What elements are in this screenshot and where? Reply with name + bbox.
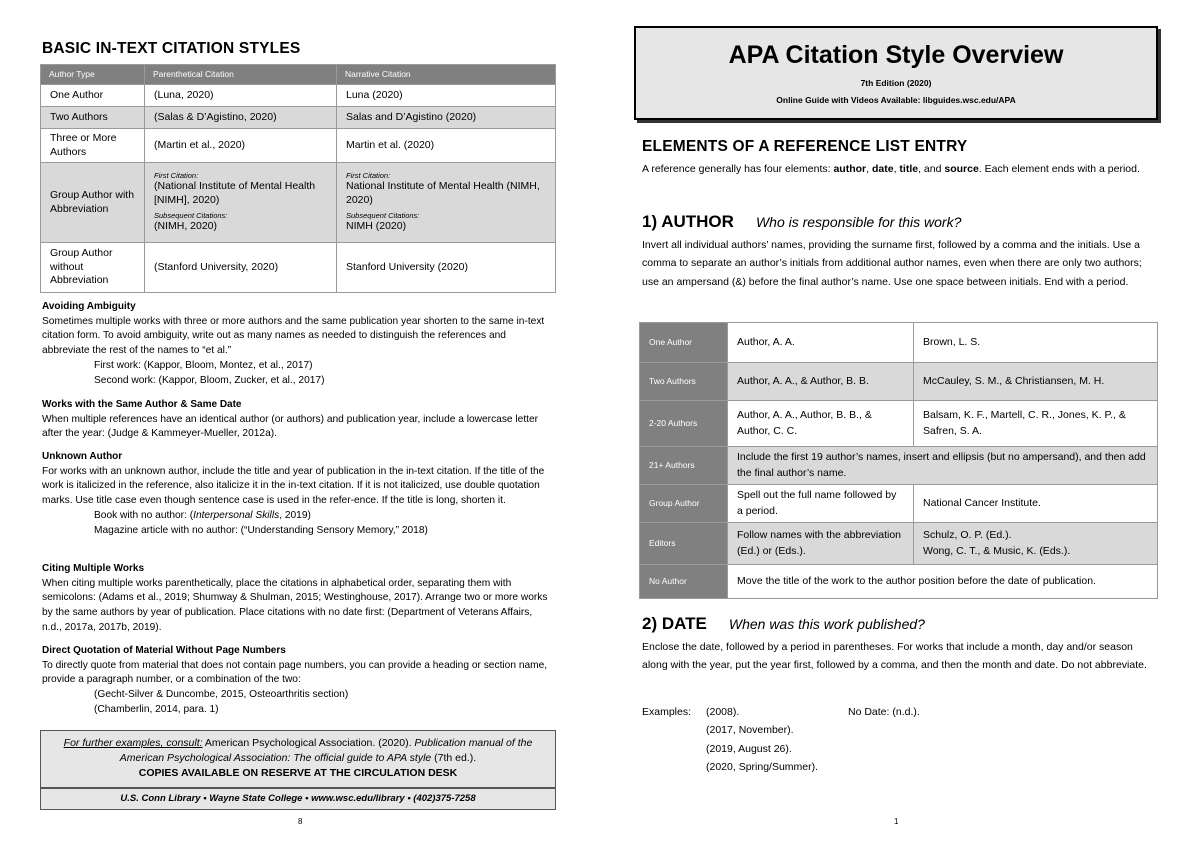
example-cell: Balsam, K. F., Martell, C. R., Jones, K. P., & Safren, S. A. bbox=[914, 401, 1158, 447]
section-text: When citing multiple works parenthetically, place the citations in alphabetical order, separating them with semicolons: (Adams et al., 2019; Shumway & Shulman, 2015; Westinghouse, 2017). Arrange two or more works by the same authors by year of publication. Place citations with no date first: (Department of Veterans Affairs, n.d., 2017a, 2017b, 2019). bbox=[42, 577, 548, 633]
example-text: Book with no author: ( bbox=[94, 509, 194, 521]
heading-question: When was this work published? bbox=[728, 616, 925, 632]
row-label: 21+ Authors bbox=[640, 447, 728, 485]
col-parenthetical: Parenthetical Citation bbox=[145, 65, 337, 85]
cell-type: Two Authors bbox=[41, 107, 145, 129]
date-heading bbox=[642, 612, 925, 637]
example-line: Wong, C. T., & Music, K. (Eds.). bbox=[923, 544, 1071, 557]
element-source: source bbox=[944, 163, 979, 175]
cell-narr: Martin et al. (2020) bbox=[337, 129, 556, 163]
table-row bbox=[640, 323, 1158, 363]
example-cell: McCauley, S. M., & Christiansen, M. H. bbox=[914, 363, 1158, 401]
cell-paren: (Martin et al., 2020) bbox=[145, 129, 337, 163]
example-item: (2020, Spring/Summer). bbox=[706, 761, 819, 774]
examples-label: Examples: bbox=[642, 706, 692, 718]
same-author-section bbox=[42, 398, 554, 442]
author-format-table bbox=[639, 322, 1158, 599]
example: First work: (Kappor, Bloom, Montez, et al., 2017) bbox=[94, 359, 313, 371]
table-row bbox=[41, 243, 556, 293]
first-citation-label: First Citation: bbox=[154, 171, 199, 181]
section-title: Unknown Author bbox=[42, 451, 123, 462]
example: Second work: (Kappor, Bloom, Zucker, et al., 2017) bbox=[94, 374, 325, 386]
element-author: author bbox=[833, 163, 867, 175]
table-row bbox=[640, 363, 1158, 401]
consult-lead: For further examples, consult: bbox=[63, 737, 203, 749]
format-cell: Author, A. A., Author, B. B., & Author, C. C. bbox=[728, 401, 914, 447]
author-heading bbox=[642, 210, 961, 235]
row-label: One Author bbox=[640, 323, 728, 363]
right-page bbox=[634, 0, 1158, 849]
section-title: Avoiding Ambiguity bbox=[42, 301, 136, 312]
cell-type: Group Author with Abbreviation bbox=[41, 163, 145, 243]
consult-ref: American Psychological Association. (2020). bbox=[202, 737, 415, 749]
section-title: Direct Quotation of Material Without Page Numbers bbox=[42, 645, 286, 656]
example bbox=[42, 509, 554, 524]
cell-paren: (Stanford University, 2020) bbox=[145, 243, 337, 293]
row-label: Two Authors bbox=[640, 363, 728, 401]
section-text: When multiple references have an identical author (or authors) and publication year, include a lowercase letter after the year: (Judge & Kammeyer-Mueller, 2012a). bbox=[42, 413, 539, 440]
element-title: title bbox=[899, 163, 919, 175]
consult-box bbox=[40, 730, 556, 788]
table-row bbox=[640, 565, 1158, 599]
multiple-works-section bbox=[42, 562, 554, 636]
example-title: Interpersonal Skills bbox=[193, 509, 280, 521]
format-cell: Author, A. A. bbox=[728, 323, 914, 363]
example-cell bbox=[914, 523, 1158, 565]
direct-quotation-section bbox=[42, 644, 554, 718]
no-date-example: No Date: (n.d.). bbox=[848, 706, 920, 718]
table-row bbox=[41, 163, 556, 243]
example: (Gecht-Silver & Duncombe, 2015, Osteoarthritis section) bbox=[94, 689, 349, 701]
consult-ref-edition: (7th ed.). bbox=[431, 752, 477, 765]
author-text: Invert all individual authors’ names, providing the surname first, followed by a comma and the initials. Use a comma to separate an author’s initials from additional author names, even when there are only two authors; use an ampersand (&) before the final author’s name. Use one space between initials. End with a period. bbox=[642, 239, 1142, 288]
col-author-type: Author Type bbox=[41, 65, 145, 85]
cell-type: Three or More Authors bbox=[41, 129, 145, 163]
cell-type: Group Author without Abbreviation bbox=[41, 243, 145, 293]
row-label: Group Author bbox=[640, 485, 728, 523]
section-title: Works with the Same Author & Same Date bbox=[42, 399, 242, 410]
unknown-author-section bbox=[42, 450, 554, 538]
example: (Chamberlin, 2014, para. 1) bbox=[94, 703, 219, 715]
text: A reference generally has four elements: bbox=[642, 163, 834, 175]
section-title: Citing Multiple Works bbox=[42, 563, 145, 574]
cell-narr: Stanford University (2020) bbox=[337, 243, 556, 293]
example-line: Schulz, O. P. (Ed.). bbox=[923, 529, 1012, 542]
cell-paren: (Luna, 2020) bbox=[145, 85, 337, 107]
format-cell: Spell out the full name followed by a period. bbox=[728, 485, 914, 523]
col-narrative: Narrative Citation bbox=[337, 65, 556, 85]
span-cell: Include the first 19 author’s names, insert and ellipsis (but no ampersand), and then add the final author’s name. bbox=[728, 447, 1158, 485]
text: , and bbox=[918, 163, 945, 175]
cell-narr: Salas and D’Agistino (2020) bbox=[337, 107, 556, 129]
table-header-row bbox=[41, 65, 556, 85]
example-item: (2019, August 26). bbox=[706, 742, 792, 755]
section-text: To directly quote from material that does not contain page numbers, you can provide a heading or section name, provide a paragraph number, or a combination of the two: bbox=[42, 659, 548, 686]
ambiguity-section bbox=[42, 300, 554, 388]
cell-type: One Author bbox=[41, 85, 145, 107]
date-text: Enclose the date, followed by a period in parentheses. For works that include a month, day and/or season along with the year, put the year first, followed by a comma, and then the month and date. Do not abbreviate. bbox=[642, 641, 1147, 672]
example-cell: National Cancer Institute. bbox=[914, 485, 1158, 523]
left-page bbox=[40, 0, 558, 849]
page-number: 8 bbox=[298, 817, 303, 826]
cell-paren bbox=[145, 163, 337, 243]
heading-text: 2) DATE bbox=[642, 614, 707, 633]
guide-link: Online Guide with Videos Available: libguides.wsc.edu/APA bbox=[776, 94, 1016, 105]
element-date: date bbox=[871, 163, 894, 175]
consult-ref-title: Publication manual of the American Psychological Association: The official guide to APA style bbox=[119, 737, 533, 765]
subsequent-citation-label: Subsequent Citations: bbox=[346, 211, 420, 221]
first-citation: National Institute of Mental Health (NIMH, 2020) bbox=[346, 180, 540, 206]
library-footer: U.S. Conn Library • Wayne State College • www.wsc.edu/library • (402)375-7258 bbox=[40, 788, 556, 810]
in-text-citation-table bbox=[40, 64, 556, 293]
elements-text bbox=[642, 160, 1150, 178]
first-citation: (National Institute of Mental Health [NIMH], 2020) bbox=[154, 180, 316, 206]
table-row bbox=[640, 485, 1158, 523]
cell-narr bbox=[337, 163, 556, 243]
text: , bbox=[893, 163, 900, 175]
table-row bbox=[41, 107, 556, 129]
heading-question: Who is responsible for this work? bbox=[755, 214, 962, 230]
text: . Each element ends with a period. bbox=[978, 163, 1140, 175]
examples-list bbox=[706, 703, 866, 777]
section-text: Sometimes multiple works with three or more authors and the same publication year shorten to the same in-text citation form. To avoid ambiguity, write out as many names as needed to distinguish the references and abbreviate the rest of the names to “et al.” bbox=[42, 315, 545, 357]
page-title: APA Citation Style Overview bbox=[728, 41, 1064, 69]
subsequent-citation: NIMH (2020) bbox=[346, 220, 407, 233]
subsequent-citation: (NIMH, 2020) bbox=[154, 220, 218, 233]
example-cell: Brown, L. S. bbox=[914, 323, 1158, 363]
example: Magazine article with no author: (“Understanding Sensory Memory,” 2018) bbox=[94, 524, 428, 536]
text: , bbox=[866, 163, 872, 175]
format-cell: Follow names with the abbreviation (Ed.) or (Eds.). bbox=[728, 523, 914, 565]
table-row bbox=[640, 401, 1158, 447]
span-cell: Move the title of the work to the author position before the date of publication. bbox=[728, 565, 1158, 599]
row-label: 2-20 Authors bbox=[640, 401, 728, 447]
first-citation-label: First Citation: bbox=[346, 171, 391, 181]
table-row bbox=[640, 523, 1158, 565]
section-text: For works with an unknown author, include the title and year of publication in the in-text citation. If the title of the work is italicized in the reference, also italicize it in the in-text citation. If it is not italicized, use double quotation marks. Use title case even though sentence case is used in the refer-ence. If the title is long, shorten it. bbox=[42, 465, 545, 507]
reserve-note: COPIES AVAILABLE ON RESERVE AT THE CIRCULATION DESK bbox=[138, 767, 458, 780]
table-row bbox=[41, 85, 556, 107]
heading-text: 1) AUTHOR bbox=[642, 212, 734, 231]
table-row bbox=[41, 129, 556, 163]
cell-paren: (Salas & D’Agistino, 2020) bbox=[145, 107, 337, 129]
row-label: No Author bbox=[640, 565, 728, 599]
elements-heading: ELEMENTS OF A REFERENCE LIST ENTRY bbox=[642, 138, 968, 155]
example-item: (2017, November). bbox=[706, 724, 794, 737]
in-text-heading: BASIC IN-TEXT CITATION STYLES bbox=[42, 40, 301, 57]
edition: 7th Edition (2020) bbox=[860, 78, 932, 89]
example-item: (2008). bbox=[706, 706, 740, 718]
title-box bbox=[634, 26, 1158, 120]
page-number: 1 bbox=[894, 817, 899, 826]
example-text: , 2019) bbox=[279, 509, 311, 521]
row-label: Editors bbox=[640, 523, 728, 565]
cell-narr: Luna (2020) bbox=[337, 85, 556, 107]
format-cell: Author, A. A., & Author, B. B. bbox=[728, 363, 914, 401]
table-row bbox=[640, 447, 1158, 485]
subsequent-citation-label: Subsequent Citations: bbox=[154, 211, 228, 221]
